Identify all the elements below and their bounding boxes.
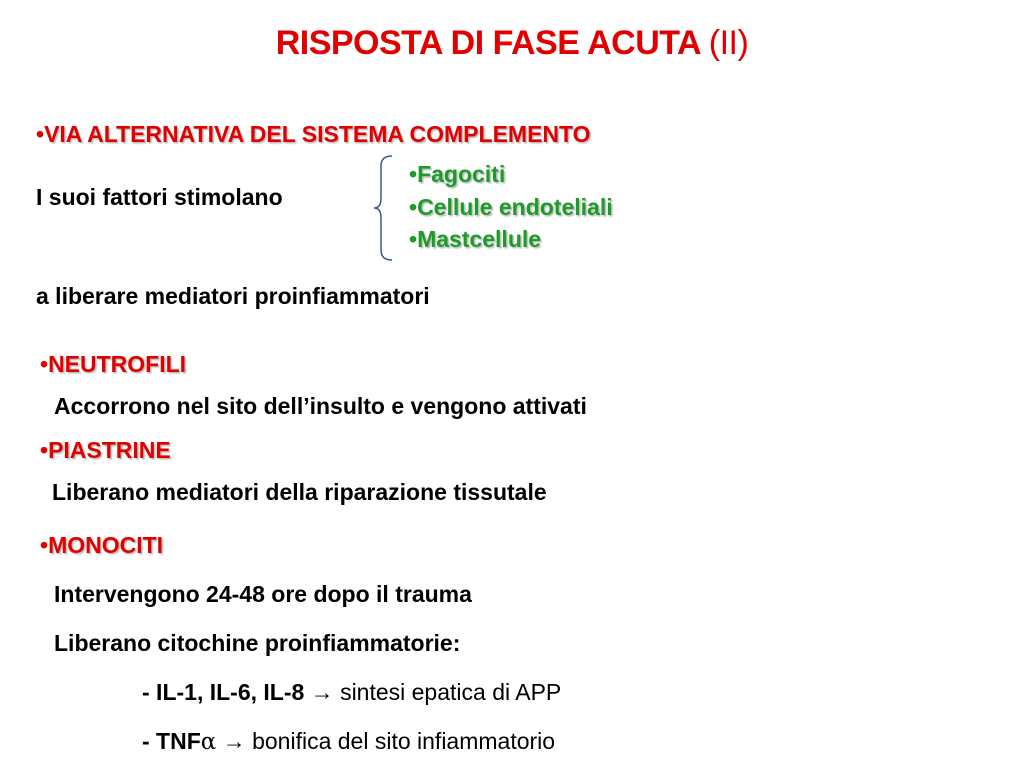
bullet-dot: • <box>409 161 418 187</box>
bullet-dot: • <box>40 351 49 377</box>
target-mastcellule <box>409 226 541 253</box>
bullet-dot: • <box>40 532 49 558</box>
target-label: Cellule endoteliali <box>417 194 613 220</box>
curly-brace-icon <box>372 154 394 262</box>
piastrine-heading <box>40 437 171 464</box>
arrow-right-icon: → <box>222 728 246 754</box>
cytokine-effect: bonifica del sito infiammatorio <box>252 728 556 754</box>
bullet-dot: • <box>409 226 418 252</box>
slide-title-suffix: (II) <box>708 24 749 62</box>
complement-heading <box>36 121 591 148</box>
neutrofili-desc: Accorrono nel sito dell’insulto e vengono attivati <box>54 393 587 419</box>
target-fagociti <box>409 161 505 188</box>
cytokine-item-il <box>142 679 561 706</box>
target-cellule-endoteliali <box>409 194 613 221</box>
liberare-text: a liberare mediatori proinfiammatori <box>36 283 430 309</box>
stimolano-text: I suoi fattori stimolano <box>36 184 283 210</box>
piastrine-label: PIASTRINE <box>48 437 171 463</box>
cytokine-term: - TNF <box>142 728 201 754</box>
neutrofili-heading <box>40 351 186 378</box>
cytokine-item-tnf <box>142 728 555 755</box>
bullet-dot: • <box>409 194 418 220</box>
monociti-heading <box>40 532 163 559</box>
target-label: Mastcellule <box>417 226 542 252</box>
target-label: Fagociti <box>417 161 506 187</box>
monociti-line-1: Intervengono 24-48 ore dopo il trauma <box>54 581 472 607</box>
piastrine-desc: Liberano mediatori della riparazione tissutale <box>52 479 547 505</box>
bullet-dot: • <box>40 437 49 463</box>
cytokine-term: - IL-1, IL-6, IL-8 <box>142 679 305 705</box>
alpha-symbol: α <box>200 729 217 755</box>
arrow-right-icon: → <box>310 679 334 705</box>
slide-title <box>0 24 1024 63</box>
complement-label: VIA ALTERNATIVA DEL SISTEMA COMPLEMENTO <box>44 121 591 147</box>
monociti-line-2: Liberano citochine proinfiammatorie: <box>54 630 461 656</box>
bullet-dot: • <box>36 121 45 147</box>
neutrofili-label: NEUTROFILI <box>48 351 187 377</box>
slide-title-main: RISPOSTA DI FASE ACUTA <box>275 24 700 62</box>
monociti-label: MONOCITI <box>48 532 164 558</box>
cytokine-effect: sintesi epatica di APP <box>340 679 562 705</box>
